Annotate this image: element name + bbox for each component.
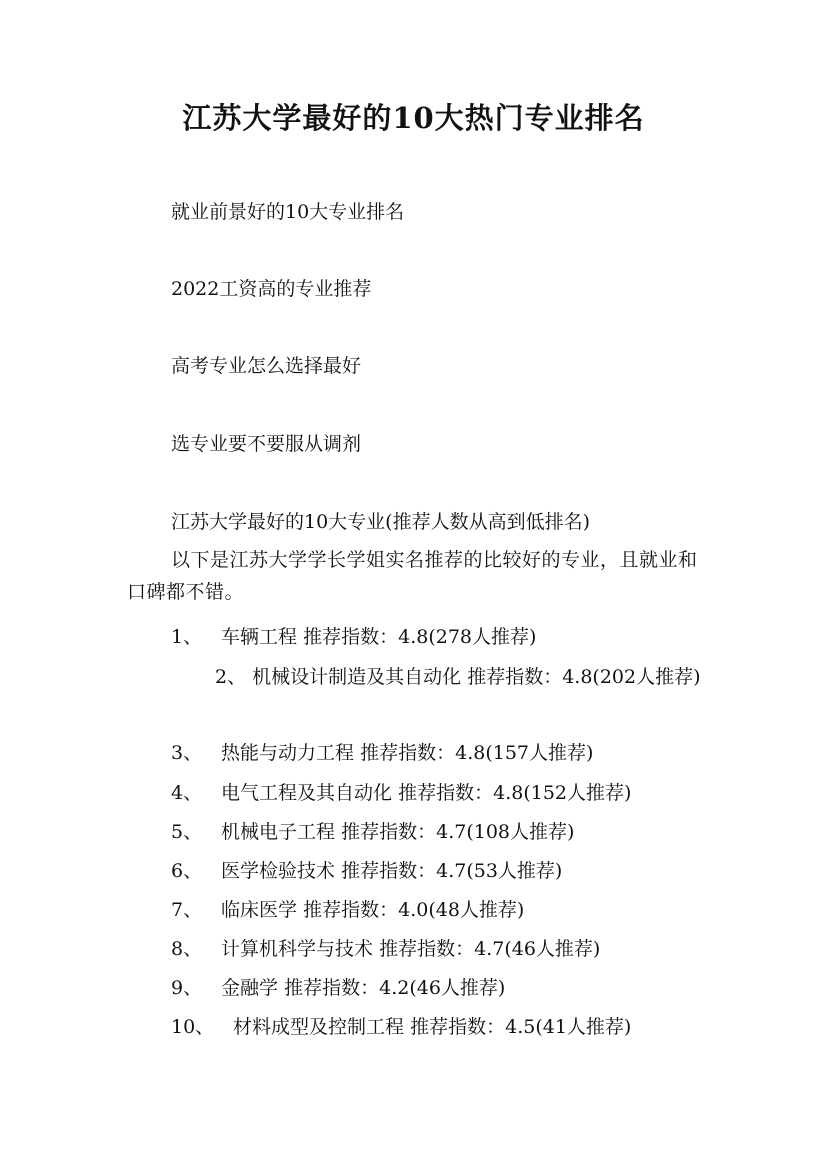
item-major-name: 金融学 <box>221 977 279 999</box>
ranking-item <box>171 818 574 846</box>
link-high-salary-majors[interactable]: 2022工资高的专业推荐 <box>171 278 372 300</box>
ranking-item <box>171 623 536 651</box>
item-major-name: 材料成型及控制工程 <box>233 1016 405 1038</box>
ranking-item <box>171 779 631 807</box>
item-score: 推荐指数：4.8(202人推荐) <box>467 666 701 688</box>
item-score: 推荐指数：4.8(157人推荐) <box>360 742 594 764</box>
item-score: 推荐指数：4.5(41人推荐) <box>410 1016 632 1038</box>
link-career-prospects[interactable]: 就业前景好的10大专业排名 <box>171 201 405 223</box>
item-score: 推荐指数：4.7(108人推荐) <box>341 821 575 843</box>
ranking-item <box>171 1013 631 1041</box>
ranking-item <box>171 857 562 885</box>
item-number: 9、 <box>171 977 203 999</box>
item-number: 5、 <box>171 821 203 843</box>
item-score: 推荐指数：4.2(46人推荐) <box>284 977 506 999</box>
item-major-name: 临床医学 <box>221 899 298 921</box>
item-number: 4、 <box>171 782 203 804</box>
document-title: 江苏大学最好的10大热门专业排名 <box>182 101 645 135</box>
item-score: 推荐指数：4.7(53人推荐) <box>341 860 563 882</box>
item-major-name: 机械设计制造及其自动化 <box>252 666 462 688</box>
item-major-name: 机械电子工程 <box>221 821 336 843</box>
link-major-adjustment[interactable]: 选专业要不要服从调剂 <box>171 433 362 455</box>
item-number: 7、 <box>171 899 203 921</box>
section-heading: 江苏大学最好的10大专业(推荐人数从高到低排名) <box>171 511 591 533</box>
item-score: 推荐指数：4.8(152人推荐) <box>398 782 632 804</box>
ranking-item <box>171 974 505 1002</box>
link-how-to-choose-major[interactable]: 高考专业怎么选择最好 <box>171 355 362 377</box>
item-number: 3、 <box>171 742 203 764</box>
item-major-name: 计算机科学与技术 <box>221 938 374 960</box>
item-major-name: 热能与动力工程 <box>221 742 355 764</box>
item-number: 8、 <box>171 938 203 960</box>
item-major-name: 医学检验技术 <box>221 860 336 882</box>
ranking-item <box>127 658 707 696</box>
item-score: 推荐指数：4.0(48人推荐) <box>303 899 525 921</box>
item-number: 6、 <box>171 860 203 882</box>
item-score: 推荐指数：4.7(46人推荐) <box>379 938 601 960</box>
item-number: 1、 <box>171 626 203 648</box>
item-number: 2、 <box>215 666 247 688</box>
ranking-item <box>171 896 524 924</box>
ranking-item <box>171 739 593 767</box>
intro-paragraph: 以下是江苏大学学长学姐实名推荐的比较好的专业，且就业和口碑都不错。 <box>127 549 698 603</box>
item-score: 推荐指数：4.8(278人推荐) <box>303 626 537 648</box>
item-major-name: 电气工程及其自动化 <box>221 782 393 804</box>
item-major-name: 车辆工程 <box>221 626 298 648</box>
item-number: 10、 <box>171 1016 215 1038</box>
ranking-item <box>171 935 600 963</box>
